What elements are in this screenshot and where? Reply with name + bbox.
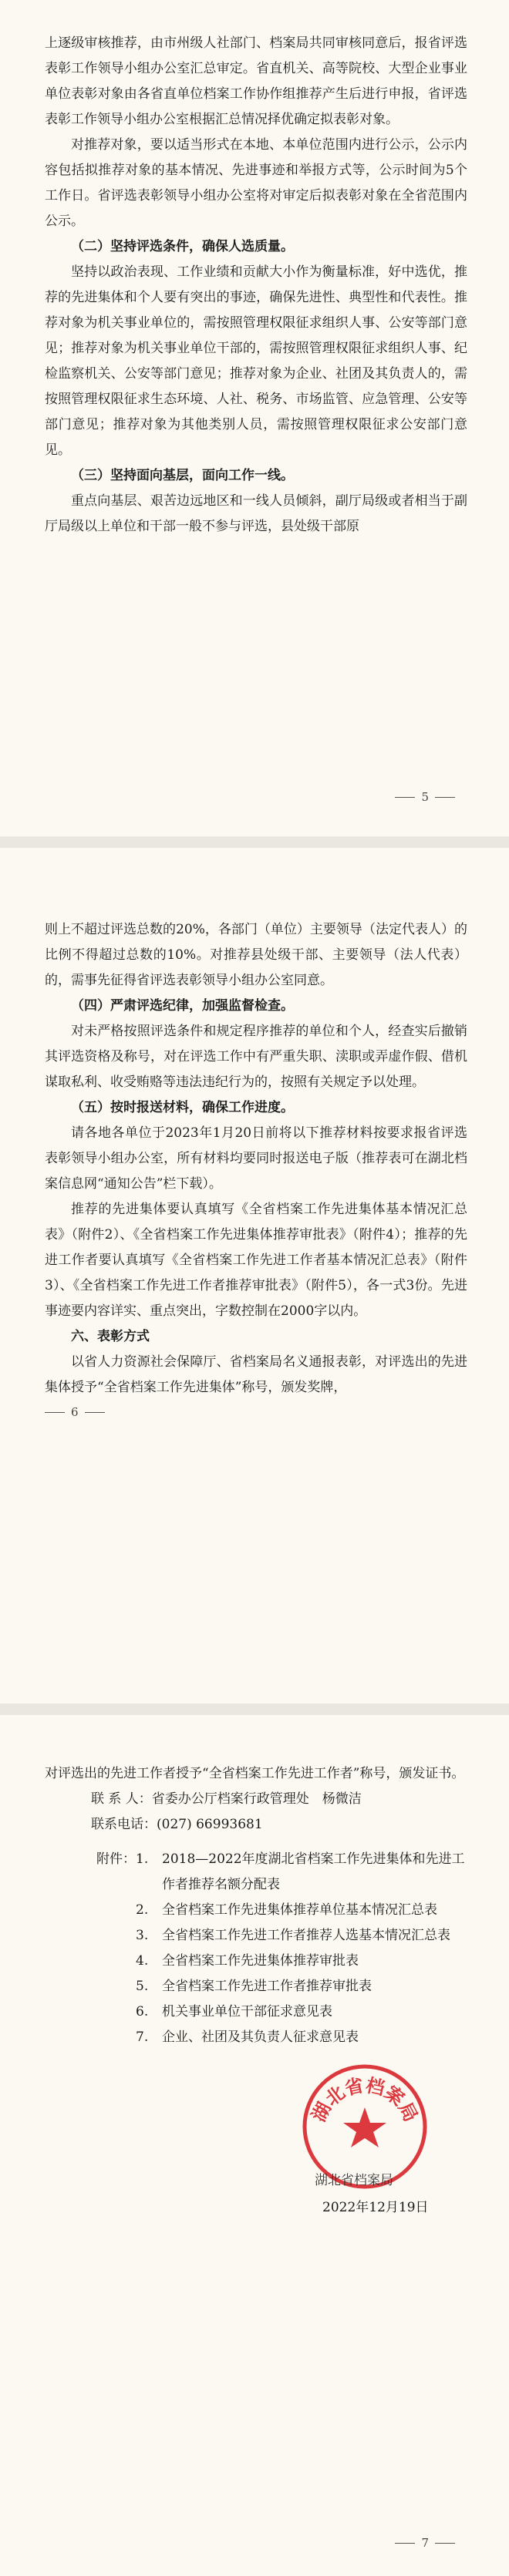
list-item: 4. 全省档案工作先进集体推荐审批表: [136, 1953, 359, 1969]
paragraph: 请各地各单位于2023年1月20日前将以下推荐材料按要求报省评选表彰领导小组办公室，所有材料均要同时报送电子版（推荐表可在湖北档案信息网“通知公告”栏下载）。: [45, 1125, 467, 1192]
list-item: 5. 全省档案工作先进工作者推荐审批表: [136, 1979, 372, 1994]
paragraph: 推荐的先进集体要认真填写《全省档案工作先进集体基本情况汇总表》（附件2）、《全省档案工作先进集体推荐审批表》（附件4）；推荐的先进工作者要认真填写《全省档案工作先进工作者基本情况汇总表》（附件3）、《全省档案工作先进工作者推荐审批表》（附件5），各一式3份。先进事迹要内容详实、重点突出，字数控制在2000字以内。: [45, 1202, 467, 1319]
signer-name: 湖北省档案局: [315, 2173, 393, 2188]
section-heading: （四）严肃评选纪律，加强监督检查。: [71, 998, 294, 1014]
list-item: 6. 机关事业单位干部征求意见表: [136, 2004, 332, 2019]
page-number-text: 6: [71, 1405, 79, 1419]
contact-person: 联 系 人：省委办公厅档案行政管理处 杨微洁: [91, 1791, 362, 1807]
page-number: [395, 2536, 455, 2550]
section-heading: （二）坚持评选条件，确保人选质量。: [71, 239, 294, 254]
signature-area: [45, 2061, 467, 2238]
page-number-text: 5: [421, 790, 429, 804]
seal-text: 湖北省档案局: [308, 2074, 422, 2126]
section-heading: （五）按时报送材料，确保工作进度。: [71, 1100, 294, 1115]
paragraph: 则上不超过评选总数的20%，各部门（单位）主要领导（法定代表人）的比例不得超过总数的10%。对推荐县处级干部、主要领导（法人代表）的，需事先征得省评选表彰领导小组办公室同意。: [45, 922, 467, 988]
attachments-label: 附件：: [96, 1851, 136, 1867]
attachments-list: [45, 1847, 467, 2050]
page-number: [395, 790, 455, 804]
page-number-text: 7: [421, 2536, 429, 2550]
list-item: 3. 全省档案工作先进工作者推荐人选基本情况汇总表: [136, 1928, 450, 1943]
page-number: [45, 1405, 467, 1419]
paragraph: 对未严格按照评选条件和规定程序推荐的单位和个人，经查实后撤销其评选资格及称号，对在评选工作中有严重失职、渎职或弄虚作假、借机谋取私利、收受贿赂等违法违纪行为的，按照有关规定予以处理。: [45, 1024, 467, 1090]
document-page-5: [0, 0, 509, 836]
section-heading: （三）坚持面向基层，面向工作一线。: [71, 468, 294, 483]
paragraph: 以省人力资源社会保障厅、省档案局名义通报表彰，对评选出的先进集体授予“全省档案工作先进集体”称号，颁发奖牌，: [45, 1354, 467, 1395]
document-page-6: [0, 848, 509, 1703]
paragraph: 坚持以政治表现、工作业绩和贡献大小作为衡量标准，好中选优，推荐的先进集体和个人要有突出的事迹，确保先进性、典型性和代表性。推荐对象为机关事业单位的，需按照管理权限征求组织人事、公安等部门意见；推荐对象为机关事业单位干部的，需按照管理权限征求组织人事、纪检监察机关、公安等部门意见；推荐对象为企业、社团及其负责人的，需按照管理权限征求生态环境、人社、税务、市场监管、应急管理、公安等部门意见；推荐对象为其他类别人员，需按照管理权限征求公安部门意见。: [45, 264, 467, 458]
document-page-7: [0, 1715, 509, 2576]
section-heading: 六、表彰方式: [71, 1329, 150, 1344]
paragraph: 重点向基层、艰苦边远地区和一线人员倾斜，副厅局级或者相当于副厅局级以上单位和干部一般不参与评选，县处级干部原: [45, 493, 467, 534]
list-item: 2. 全省档案工作先进集体推荐单位基本情况汇总表: [136, 1902, 437, 1918]
list-item: 7. 企业、社团及其负责人征求意见表: [136, 2030, 359, 2045]
list-item: 附件： 1. 2018—2022年度湖北省档案工作先进集体和先进工作者推荐名额分配表: [45, 1847, 467, 1898]
paragraph: 上逐级审核推荐，由市州级人社部门、档案局共同审核同意后，报省评选表彰工作领导小组办公室汇总审定。省直机关、高等院校、大型企业事业单位表彰对象由各省直单位档案工作协作组推荐产生后进行申报，省评选表彰工作领导小组办公室根据汇总情况择优确定拟表彰对象。: [45, 35, 467, 127]
paragraph: 对推荐对象，要以适当形式在本地、本单位范围内进行公示，公示内容包括拟推荐对象的基本情况、先进事迹和举报方式等，公示时间为5个工作日。省评选表彰领导小组办公室将对审定后拟表彰对象在全省范围内公示。: [45, 137, 467, 229]
contact-phone: 联系电话：(027) 66993681: [91, 1817, 263, 1832]
sign-date: 2022年12月19日: [322, 2200, 429, 2215]
paragraph: 对评选出的先进工作者授予“全省档案工作先进工作者”称号，颁发证书。: [45, 1766, 465, 1781]
